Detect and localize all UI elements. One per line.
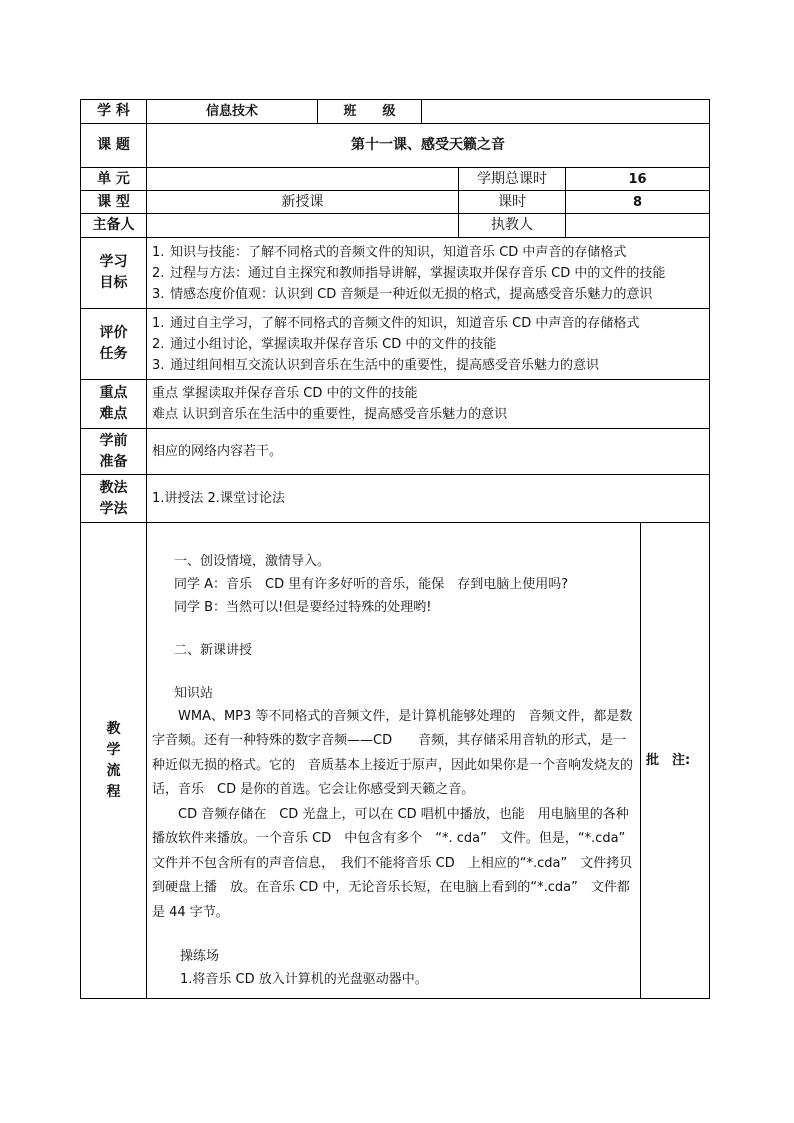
flow-label: [81, 523, 147, 999]
keypoints-label: [81, 380, 147, 429]
methods-label-line1: 教法: [99, 479, 128, 496]
keypoints-content: [147, 380, 710, 429]
objective-num: 2.: [152, 265, 165, 281]
practice-step-1: 1.将音乐 CD 放入计算机的光盘驱动器中。: [180, 972, 428, 988]
hours-value: 8: [566, 191, 710, 214]
unit-row: [81, 168, 710, 191]
preparer-label: 主备人: [81, 214, 147, 238]
type-row: [81, 191, 710, 214]
topic-label: 课 题: [81, 124, 147, 168]
teacher-value: [566, 214, 710, 238]
evaluation-text: 通过组间相互交流认识到音乐在生活中的重要性，提高感受音乐魅力的意识: [170, 357, 600, 373]
type-label: 课 型: [81, 191, 147, 214]
subject-value: 信息技术: [147, 100, 318, 124]
subject-label: 学 科: [81, 100, 147, 124]
objective-item: [152, 284, 704, 305]
flow-label-char: 教: [106, 720, 121, 737]
evaluation-label-line2: 任务: [99, 346, 128, 362]
total-hours-value: 16: [566, 168, 710, 191]
section-intro-heading: 一、创设情境，激情导入。: [174, 553, 331, 569]
objectives-label: [81, 238, 147, 309]
dialog-student-a: 同学 A：音乐 CD 里有许多好听的音乐，能保 存到电脑上使用吗?: [174, 576, 569, 592]
evaluation-text: 通过小组讨论，掌握读取并保存音乐 CD 中的文件的技能: [170, 336, 497, 352]
evaluation-list: [147, 309, 710, 380]
hours-label: 课时: [459, 191, 566, 214]
teacher-label: 执教人: [459, 214, 566, 238]
subject-row: [81, 100, 710, 124]
knowledge-paragraph-2: CD 音频存储在 CD 光盘上，可以在 CD 唱机中播放，也能 用电脑里的各种播放软件来播放。一个音乐 CD 中包含有多个 “*. cda” 文件。但是，“*.cda” 文件并不包含所有的声音信息， 我们不能将音乐 CD 上相应的“*.cda” 文件拷贝到硬盘上播 放。在音乐 CD 中，无论音乐长短，在电脑上看到的“*.cda” 文件都是 44 字节。: [152, 806, 639, 920]
type-value: 新授课: [147, 191, 459, 214]
flow-label-char: 程: [106, 783, 121, 800]
methods-content: 1.讲授法 2.课堂讨论法: [147, 475, 710, 523]
key-point: 重点 掌握读取并保存音乐 CD 中的文件的技能: [152, 386, 418, 401]
preparation-row: [81, 429, 710, 475]
methods-label-line2: 学法: [99, 500, 128, 517]
flow-row: [81, 523, 710, 999]
objective-text: 知识与技能：了解不同格式的音频文件的知识，知道音乐 CD 中声音的存储格式: [170, 244, 627, 260]
preparation-content: 相应的网络内容若干。: [147, 429, 710, 475]
objective-text: 过程与方法：通过自主探究和教师指导讲解，掌握读取并保存音乐 CD 中的文件的技能: [170, 265, 666, 281]
preparation-label: [81, 429, 147, 475]
evaluation-item: [152, 334, 704, 355]
notes-column: 批 注:: [641, 523, 710, 999]
difficult-point: 难点 认识到音乐在生活中的重要性，提高感受音乐魅力的意识: [152, 407, 508, 422]
knowledge-station-title: 知识站: [174, 685, 214, 701]
evaluation-row: [81, 309, 710, 380]
topic-row: [81, 124, 710, 168]
dialog-student-b: 同学 B：当然可以!但是要经过特殊的处理哟!: [174, 599, 432, 615]
evaluation-item: [152, 355, 704, 376]
knowledge-paragraph-1: WMA、MP3 等不同格式的音频文件，是计算机能够处理的 音频文件，都是数字音频。还有一种特殊的数字音频——CD 音频，其存储采用音轨的形式，是一种近似无损的格式。它的 音质基本上接近于原声，因此如果你是一个音响发烧友的话，音乐 CD 是你的首选。它会让你感受到天籁之音。: [152, 708, 634, 798]
evaluation-item: [152, 313, 704, 334]
unit-label: 单 元: [81, 168, 147, 191]
evaluation-text: 通过自主学习，了解不同格式的音频文件的知识，知道音乐 CD 中声音的存储格式: [170, 315, 640, 331]
objective-text: 情感态度价值观：认识到 CD 音频是一种近似无损的格式，提高感受音乐魅力的意识: [170, 286, 653, 302]
unit-value: [147, 168, 459, 191]
evaluation-label-line1: 评价: [99, 325, 128, 341]
objectives-label-line2: 目标: [99, 275, 128, 291]
evaluation-num: 3.: [152, 357, 165, 373]
objective-num: 1.: [152, 244, 165, 260]
flow-label-char: 学: [106, 741, 121, 758]
methods-row: [81, 475, 710, 523]
objectives-list: [147, 238, 710, 309]
flow-content: [147, 523, 641, 999]
objectives-label-line1: 学习: [99, 254, 128, 270]
section-new-lesson-heading: 二、新课讲授: [174, 642, 253, 658]
practice-title: 操练场: [180, 949, 220, 965]
class-value: [422, 100, 710, 124]
evaluation-label: [81, 309, 147, 380]
topic-value: 第十一课、感受天籁之音: [147, 124, 710, 168]
preparation-label-line1: 学前: [99, 432, 128, 449]
class-label: 班 级: [318, 100, 422, 124]
keypoints-row: [81, 380, 710, 429]
objective-item: [152, 242, 704, 263]
preparer-value: [147, 214, 459, 238]
keypoints-label-line2: 难点: [99, 406, 128, 422]
preparer-row: [81, 214, 710, 238]
methods-label: [81, 475, 147, 523]
objectives-row: [81, 238, 710, 309]
preparation-label-line2: 准备: [99, 453, 128, 470]
evaluation-num: 2.: [152, 336, 165, 352]
flow-label-char: 流: [106, 762, 121, 779]
keypoints-label-line1: 重点: [99, 385, 128, 401]
objective-num: 3.: [152, 286, 165, 302]
total-hours-label: 学期总课时: [459, 168, 566, 191]
evaluation-num: 1.: [152, 315, 165, 331]
lesson-plan-table: [80, 99, 710, 999]
objective-item: [152, 263, 704, 284]
